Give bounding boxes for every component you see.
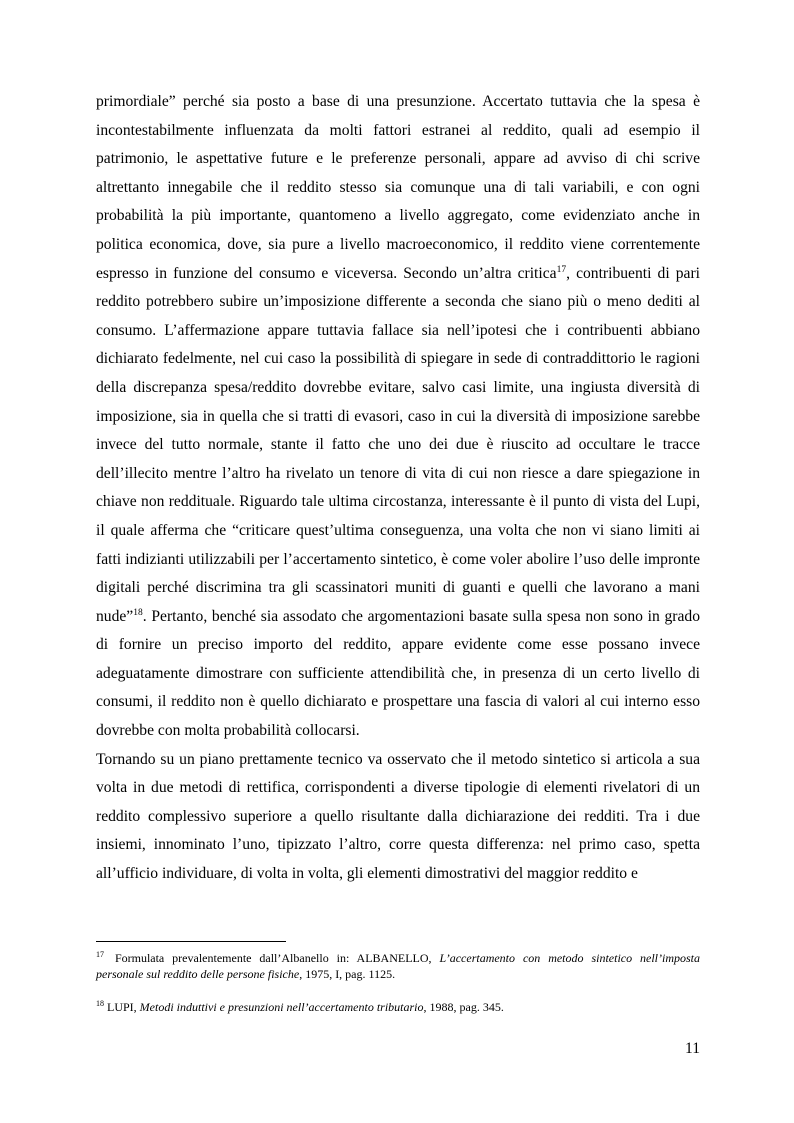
paragraph-2: Tornando su un piano prettamente tecnico va osservato che il metodo sintetico si articola a sua volta in due metodi di rettifica, corrispondenti a diverse tipologie di elementi rivelatori di un reddito complessivo superiore a quello risultante dalla dichiarazione dei redditi. Tra i due insiemi, innominato l’uno, tipizzato l’altro, corre questa differenza: nel primo caso, spetta all’ufficio individuare, di volta in volta, gli elementi dimostrativi del maggior reddito e — [96, 750, 700, 883]
footnote-17-title: L’accertamento con metodo sintetico nell’imposta personale sul reddito delle persone fisiche — [96, 951, 701, 981]
paragraph-1 — [96, 88, 700, 746]
footnote-18-title: Metodi induttivi e presunzioni nell’accertamento tributario — [139, 1000, 424, 1014]
page-number: 11 — [684, 1040, 700, 1057]
footnote-17 — [96, 951, 700, 982]
footnote-17-tail: , 1975, I, pag. 1125. — [299, 966, 396, 981]
footnote-18-text: LUPI, — [107, 1000, 140, 1014]
paragraph-1-part-b: , contribuenti di pari reddito potrebbero subire un’imposizione differente a seconda che siano più o meno dediti al consumo. L’affermazione appare tuttavia fallace sia nell’ipotesi che i contribuenti abbiano dichiarato fedelmente, nel cui caso la possibilità di spiegare in sede di contraddittorio le ragioni della discrepanza spesa/reddito dovrebbe evitare, salvo casi limite, una ingiusta diversità di imposizione, sia in quella che si tratti di evasori, caso in cui la diversità di imposizione sarebbe invece del tutto normale, stante il fatto che uno dei due è riuscito ad occultare le tracce dell’illecito mentre l’altro ha rivelato un tenore di vita di cui non riesce a dare spiegazione in chiave non reddituale. Riguardo tale ultima circostanza, interessante è il punto di vista del Lupi, il quale afferma che “criticare quest’ultima conseguenza, una volta che non vi siano limiti ai fatti indizianti utilizzabili per l’accertamento sintetico, è come voler abolire l’uso delle impronte digitali perché discrimina tra gli scassinatori muniti di guanti e quelli che lavorano a mani nude” — [96, 264, 700, 625]
footnote-18-tail: , 1988, pag. 345. — [423, 1000, 504, 1014]
paragraph-1-part-c: . Pertanto, benché sia assodato che argomentazioni basate sulla spesa non sono in grado di fornire un preciso importo del reddito, appare evidente come esse possano invece adeguatamente dimostrare con sufficiente attendibilità che, in presenza di un certo livello di consumi, il reddito non è quello dichiarato e prospettare una fascia di valori al cui interno esso dovrebbe con molta probabilità collocarsi. — [96, 607, 700, 740]
footnote-separator — [96, 941, 286, 942]
footnote-17-text: Formulata prevalentemente dall’Albanello in: ALBANELLO, — [114, 951, 440, 965]
footnote-ref-17[interactable]: 17 — [556, 264, 567, 275]
footnote-17-number: 17 — [96, 950, 104, 959]
paragraph-1-part-a: primordiale” perché sia posto a base di una presunzione. Accertato tuttavia che la spesa è incontestabilmente influenzata da molti fattori estranei al reddito, quali ad esempio il patrimonio, le aspettative future e le preferenze personali, appare ad avviso di chi scrive altrettanto innegabile che il reddito stesso sia comunque una di tali variabili, e con ogni probabilità la più importante, quantomeno a livello aggregato, come evidenziato anche in politica economica, dove, sia pure a livello macroeconomico, il reddito viene correntemente espresso in funzione del consumo e viceversa. Secondo un’altra critica — [96, 93, 700, 282]
footnote-18-number: 18 — [96, 999, 104, 1008]
footnote-ref-18[interactable]: 18 — [133, 607, 143, 618]
footnote-18 — [96, 1000, 700, 1016]
body-text — [96, 88, 700, 889]
footnotes — [96, 951, 700, 1034]
